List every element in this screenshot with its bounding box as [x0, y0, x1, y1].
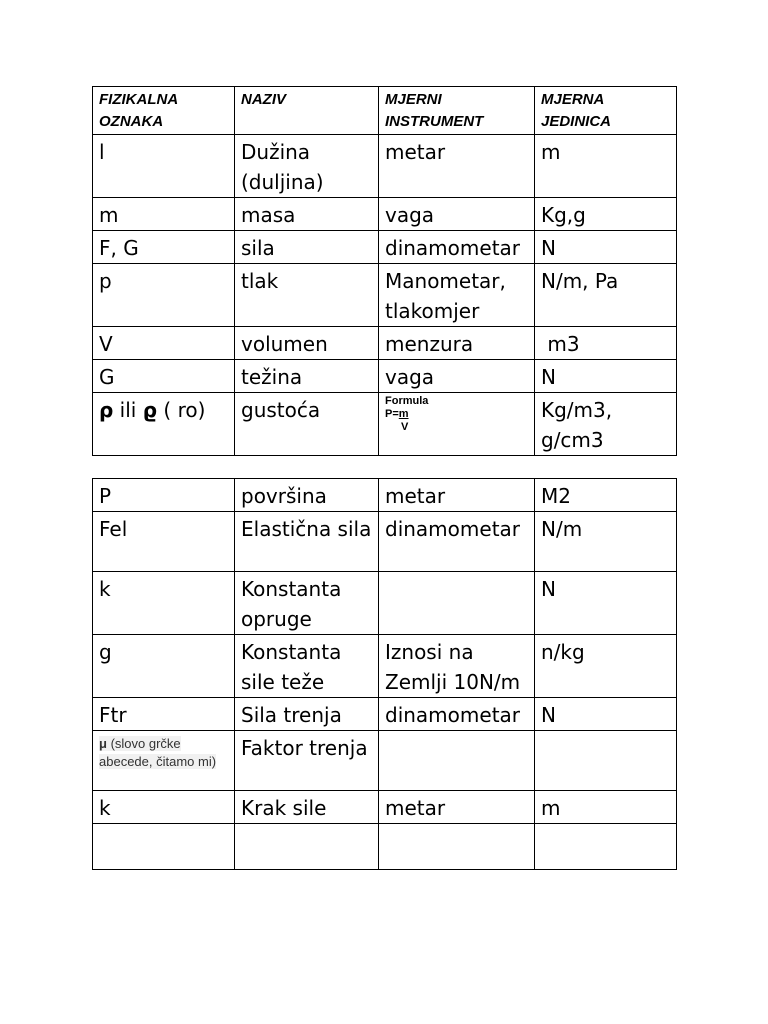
table-row [93, 698, 677, 731]
cell-name: Konstanta opruge [235, 572, 379, 635]
cell-unit [535, 824, 677, 870]
cell-symbol: l [93, 135, 235, 198]
cell-name: Elastična sila [235, 512, 379, 572]
cell-unit: m3 [535, 327, 677, 360]
rho-symbol: ρ [99, 398, 114, 422]
or-text: ili [113, 398, 143, 422]
cell-instrument: dinamometar [379, 698, 535, 731]
physics-table-1 [92, 86, 677, 456]
cell-unit: m [535, 791, 677, 824]
table-row [93, 135, 677, 198]
cell-symbol [93, 824, 235, 870]
cell-instrument: metar [379, 479, 535, 512]
header-row [93, 87, 677, 135]
cell-name: Faktor trenja [235, 731, 379, 791]
cell-symbol: G [93, 360, 235, 393]
cell-symbol: Fel [93, 512, 235, 572]
cell-symbol: k [93, 791, 235, 824]
mu-description: (slovo grčke abecede, čitamo mi) [99, 736, 217, 769]
cell-symbol [93, 731, 235, 791]
header-instrument: MJERNI INSTRUMENT [379, 87, 535, 135]
mu-symbol: μ [99, 736, 107, 751]
table-row [93, 479, 677, 512]
cell-unit: Kg,g [535, 198, 677, 231]
physics-table-2 [92, 478, 677, 870]
cell-name: volumen [235, 327, 379, 360]
cell-symbol: m [93, 198, 235, 231]
cell-name: Sila trenja [235, 698, 379, 731]
cell-name: težina [235, 360, 379, 393]
cell-instrument: Iznosi na Zemlji 10N/m [379, 635, 535, 698]
table-row [93, 360, 677, 393]
cell-instrument [379, 731, 535, 791]
table-row [93, 635, 677, 698]
formula-numerator: m [398, 408, 409, 420]
table-row [93, 572, 677, 635]
cell-unit [535, 731, 677, 791]
formula-label: Formula [385, 395, 429, 407]
cell-unit: N [535, 360, 677, 393]
cell-instrument: metar [379, 791, 535, 824]
table-row-mu [93, 731, 677, 791]
header-unit: MJERNA JEDINICA [535, 87, 677, 135]
cell-unit: N/m, Pa [535, 264, 677, 327]
table-row [93, 231, 677, 264]
cell-instrument: vaga [379, 198, 535, 231]
table-row [93, 512, 677, 572]
cell-instrument: dinamometar [379, 231, 535, 264]
table-row-density [93, 393, 677, 456]
table-row [93, 264, 677, 327]
cell-instrument: metar [379, 135, 535, 198]
formula-lhs: P= [385, 408, 399, 420]
cell-symbol: p [93, 264, 235, 327]
cell-name: Krak sile [235, 791, 379, 824]
cell-name: tlak [235, 264, 379, 327]
cell-name: masa [235, 198, 379, 231]
table-row [93, 791, 677, 824]
cell-unit: N [535, 231, 677, 264]
cell-formula [379, 393, 535, 456]
formula-denominator: V [401, 421, 409, 433]
cell-unit: n/kg [535, 635, 677, 698]
cell-name [235, 824, 379, 870]
cell-symbol: P [93, 479, 235, 512]
cell-instrument: dinamometar [379, 512, 535, 572]
cell-symbol: V [93, 327, 235, 360]
cell-name: gustoća [235, 393, 379, 456]
header-symbol: FIZIKALNA OZNAKA [93, 87, 235, 135]
cell-unit: N/m [535, 512, 677, 572]
cell-unit: M2 [535, 479, 677, 512]
table-row [93, 327, 677, 360]
cell-instrument [379, 824, 535, 870]
cell-unit: Kg/m3, g/cm3 [535, 393, 677, 456]
cell-name: Konstanta sile teže [235, 635, 379, 698]
table-row [93, 198, 677, 231]
ro-text: ( ro) [157, 398, 206, 422]
cell-name: sila [235, 231, 379, 264]
header-name: NAZIV [235, 87, 379, 135]
cell-instrument: vaga [379, 360, 535, 393]
rho-variant-symbol: ϱ [142, 398, 158, 422]
table-row-empty [93, 824, 677, 870]
cell-name: površina [235, 479, 379, 512]
cell-instrument: menzura [379, 327, 535, 360]
cell-unit: N [535, 698, 677, 731]
cell-symbol: k [93, 572, 235, 635]
cell-name: Dužina (duljina) [235, 135, 379, 198]
formula-numerator-line [385, 408, 528, 421]
cell-symbol: Ftr [93, 698, 235, 731]
cell-symbol [93, 393, 235, 456]
cell-instrument: Manometar, tlakomjer [379, 264, 535, 327]
cell-symbol: F, G [93, 231, 235, 264]
mu-note [99, 736, 216, 769]
cell-instrument [379, 572, 535, 635]
cell-symbol: g [93, 635, 235, 698]
cell-unit: m [535, 135, 677, 198]
cell-unit: N [535, 572, 677, 635]
